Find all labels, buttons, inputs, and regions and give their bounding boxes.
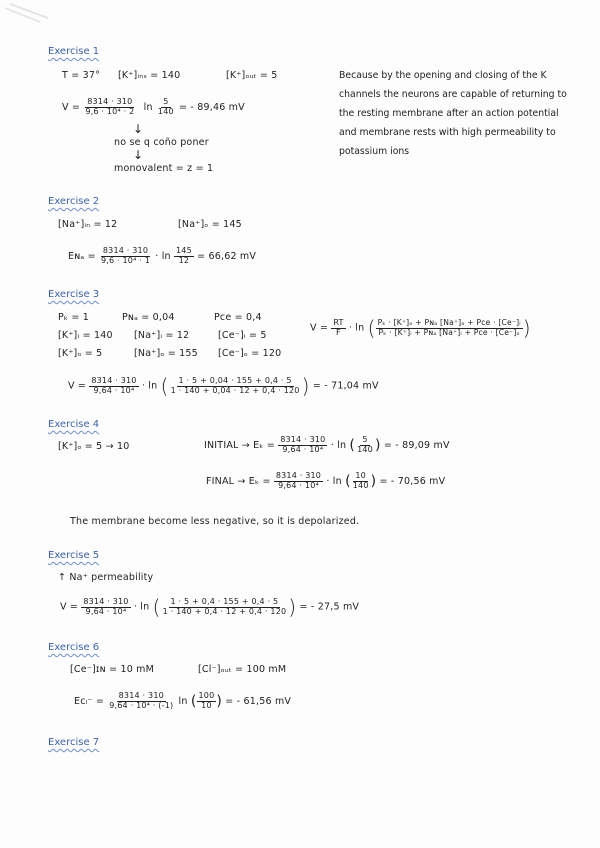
ln-label: · ln xyxy=(133,601,150,613)
cl-inside: [Ce⁻]ᵢ = 5 xyxy=(218,330,267,341)
down-arrow-icon: ↓ xyxy=(133,148,144,162)
exercise-5-heading: Exercise 5 xyxy=(48,550,100,561)
sodium-outside: [Na⁺]ₒ = 145 xyxy=(178,219,242,230)
v-label: V = xyxy=(310,322,329,334)
concentration-ratio: $\frac{145}{12}$ xyxy=(176,246,192,265)
ex1-result: = - 89,46 mV xyxy=(179,101,245,113)
cl-outside: [Ce⁻]ₒ = 120 xyxy=(218,348,282,359)
ln-label: · ln xyxy=(326,475,342,487)
potassium-inside: [K⁺]ᵢₙₛ = 140 xyxy=(118,70,181,81)
na-inside: [Na⁺]ᵢ = 12 xyxy=(134,330,190,341)
temperature: T = 37° xyxy=(62,70,101,81)
fraction-rt-over-zf: $\frac{8314 \cdot 310}{\text{9,6 · 10⁴ · 2}}$ xyxy=(85,97,135,116)
concentration-ratio: $\frac{100}{10}$ xyxy=(198,691,215,710)
perm-na: Pɴₐ = 0,04 xyxy=(122,312,175,323)
ex2-result: = 66,62 mV xyxy=(197,250,257,262)
final-result: = - 70,56 mV xyxy=(379,475,446,487)
v-label: V = xyxy=(60,601,79,613)
concentration-ratio: $\frac{5}{140}$ xyxy=(157,97,174,116)
fraction-rt-over-zf: $\frac{8314 \cdot 310}{\text{9,64 · 10⁴ · (-1)}}$ xyxy=(109,691,174,710)
sodium-inside: [Na⁺]ᵢₙ = 12 xyxy=(58,219,118,230)
ln-label: · ln xyxy=(141,380,158,392)
fraction-rt-over-zf: $\frac{8314 \cdot 310}{\text{9,6 · 10⁴ · 1}}$ xyxy=(100,246,151,265)
ln-label: · ln xyxy=(330,439,347,451)
initial-result: = - 89,09 mV xyxy=(383,439,450,451)
ln-label: · ln xyxy=(155,250,171,262)
exercise-2-heading: Exercise 2 xyxy=(48,196,100,207)
perm-cl: Pce = 0,4 xyxy=(214,312,262,323)
final-equation: FINAL → Eₖ = $\frac{8314 \cdot 310}{\text{9,64 · 10⁴}}$ · ln ( $\frac{10}{140}$ ) = - 70,56 mV xyxy=(206,471,446,490)
fraction-rt-over-f: $\frac{8314 \cdot 310}{\text{9,64 · 10⁴}}$ xyxy=(83,596,129,616)
ex5-result: = - 27,5 mV xyxy=(299,601,360,613)
nernst-equation-ex1 xyxy=(62,98,245,117)
ex6-result: = - 61,56 mV xyxy=(225,695,292,707)
k-outside-change: [K⁺]ₒ = 5 → 10 xyxy=(58,441,130,452)
ln-label: ln xyxy=(178,695,188,707)
ghk-values: $\frac{1 \cdot 5 + 0,4 \cdot 155 + 0,4 \cdot 5}{1 \cdot 140 + 0,4 \cdot 12 + 0,4 \cdot 120}$ xyxy=(162,596,287,616)
ek-label: Eₖ = xyxy=(253,439,275,451)
k-inside: [K⁺]ᵢ = 140 xyxy=(58,330,113,341)
fraction-rt-over-f: $\frac{8314 \cdot 310}{\text{9,64 · 10⁴}}$ xyxy=(280,435,326,454)
ghk-equation: V = $\frac{RT}{F}$ · ln ( $\frac{\text{Pₖ · [K⁺]ₒ + Pɴₐ [Na⁺]ₒ + Pce · [Ce⁻]ᵢ}}{\text{Pₖ · [K⁺]ᵢ + Pɴₐ [Na⁺]ᵢ + Pce · [Ce⁻]ₒ}}$ ) xyxy=(310,316,531,340)
exercise-3-heading: Exercise 3 xyxy=(48,289,100,300)
concentration-ratio: $\frac{10}{140}$ xyxy=(352,471,369,490)
ex3-result: = - 71,04 mV xyxy=(312,380,379,392)
na-permeability-note: ↑ Na⁺ permeability xyxy=(58,572,154,583)
ex4-conclusion: The membrane become less negative, so it is depolarized. xyxy=(70,516,360,527)
k-outside: [K⁺]ₒ = 5 xyxy=(58,348,103,359)
monovalent-note: monovalent = z = 1 xyxy=(114,163,214,174)
pencil-mark-decoration xyxy=(0,0,60,30)
cl-inside: [Ce⁻]ɪɴ = 10 mM xyxy=(70,664,155,675)
concentration-ratio: $\frac{5}{140}$ xyxy=(357,435,373,454)
fraction-rt-over-f: $\frac{8314 \cdot 310}{\text{9,64 · 10⁴}}$ xyxy=(275,471,322,490)
exercise-1-heading: Exercise 1 xyxy=(48,46,100,57)
exercise-6-heading: Exercise 6 xyxy=(48,642,100,653)
ghk-fraction: $\frac{\text{Pₖ · [K⁺]ₒ + Pɴₐ [Na⁺]ₒ + Pce · [Ce⁻]ᵢ}}{\text{Pₖ · [K⁺]ᵢ + Pɴₐ [Na⁺]ᵢ + Pce · [Ce⁻]ₒ}}$ xyxy=(377,318,521,337)
ek-label: Eₖ = xyxy=(248,475,271,487)
ghk-values: $\frac{1 \cdot 5 + 0,04 \cdot 155 + 0,4 \cdot 5}{1 \cdot 140 + 0,04 \cdot 12 + 0,4 \cdot 120}$ xyxy=(170,375,300,395)
na-outside: [Na⁺]ₒ = 155 xyxy=(134,348,198,359)
ecl-label: Eᴄₗ⁻ = xyxy=(74,695,104,707)
nernst-equation-ex6: Eᴄₗ⁻ = $\frac{8314 \cdot 310}{\text{9,64 · 10⁴ · (-1)}}$ ln ( $\frac{100}{10}$ ) = - 61,56 mV xyxy=(74,691,292,710)
v-label: V = xyxy=(62,101,81,113)
exercise-7-heading: Exercise 7 xyxy=(48,737,100,748)
ena-label: Eɴₐ = xyxy=(68,250,96,262)
exercise-4-heading: Exercise 4 xyxy=(48,419,100,430)
initial-label: INITIAL → xyxy=(204,439,250,451)
rt-over-f: $\frac{RT}{F}$ xyxy=(333,317,344,337)
cl-outside: [Cl⁻]ₒᵤₜ = 100 mM xyxy=(198,664,287,675)
ghk-calculation-ex5: V = $\frac{8314 \cdot 310}{\text{9,64 · 10⁴}}$ · ln ( $\frac{1 \cdot 5 + 0,4 \cdot 155 + 0,4 \cdot 5}{1 \cdot 140 + 0,4 \cdot 12 + 0,4 \cdot 120}$ ) = - 27,5 mV xyxy=(60,595,360,619)
initial-equation: INITIAL → Eₖ = $\frac{8314 \cdot 310}{\text{9,64 · 10⁴}}$ · ln ( $\frac{5}{140}$ ) = - 89,09 mV xyxy=(204,435,450,454)
perm-k: Pₖ = 1 xyxy=(58,312,90,323)
down-arrow-icon: ↓ xyxy=(133,122,144,136)
ex1-note: no se q coño poner xyxy=(114,137,209,148)
final-label: FINAL → xyxy=(206,475,246,487)
ghk-calculation-ex3: V = $\frac{8314 \cdot 310}{\text{9,64 · 10⁴}}$ · ln ( $\frac{1 \cdot 5 + 0,04 \cdot 155 + 0,4 \cdot 5}{1 \cdot 140 + 0,04 \cdot 12 + 0,4 \cdot 120}$ ) = - 71,04 mV xyxy=(68,374,379,398)
ex1-explanation: Because by the opening and closing of the K channels the neurons are capable of returning to the resting membrane after an action potential and membrane rests with high permeability to potassium ions xyxy=(339,70,567,157)
potassium-outside: [K⁺]ₒᵤₜ = 5 xyxy=(226,70,278,81)
v-label: V = xyxy=(68,380,87,392)
ln-label: · ln xyxy=(348,322,365,334)
ln-label: ln xyxy=(143,101,153,113)
fraction-rt-over-f: $\frac{8314 \cdot 310}{\text{9,64 · 10⁴}}$ xyxy=(91,375,137,395)
nernst-equation-ex2 xyxy=(68,247,256,266)
